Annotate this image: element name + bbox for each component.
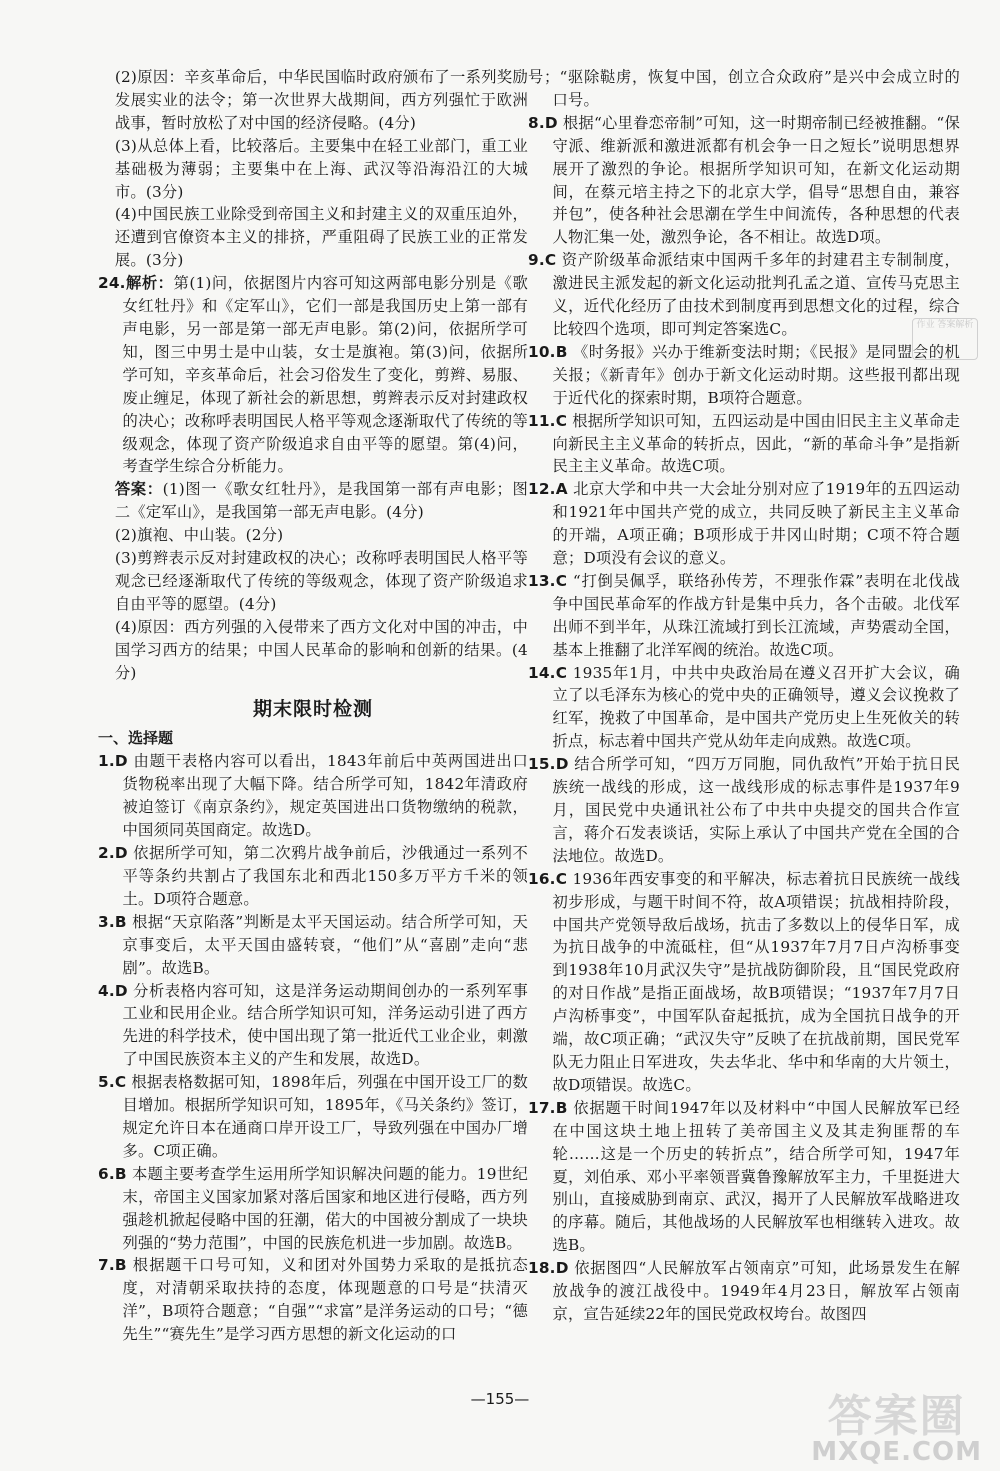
choice-answer-key: 10.B <box>528 342 568 361</box>
choice-answer-key: 12.A <box>528 480 568 499</box>
stamp-mark: 作业 答案解析 <box>912 318 978 360</box>
choice-answer-item <box>528 410 960 479</box>
choice-answer-key: 6.B <box>98 1164 127 1183</box>
choice-answer-explanation: 分析表格内容可知，这是洋务运动期间创办的一系列军事工业和民用企业。结合所学知识可知，洋务运动引进了西方先进的科学技术，使中国出现了第一批近代工业企业，刺激了中国民族资本主义的产生和发展，故选D。 <box>122 981 528 1069</box>
choice-answer-key: 17.B <box>528 1098 568 1117</box>
paragraph-text: (2)原因：辛亥革命后，中华民国临时政府颁布了一系列奖励发展实业的法令；第一次世界大战期间，西方列强忙于欧洲战事，暂时放松了对中国的经济侵略。(4分) <box>114 68 528 132</box>
paragraph-text: (1)图一《歌女红牡丹》，是我国第一部有声电影；图二《定军山》，是我国第一部无声电影。(4分) <box>114 480 528 522</box>
subsection-title: 一、选择题 <box>98 729 174 748</box>
choice-answer-key: 8.D <box>528 113 558 132</box>
choice-answer-explanation: 根据“心里眷恋帝制”可知，这一时期帝制已经被推翻。“保守派、维新派和激进派都有机会争一日之短长”说明思想界展开了激烈的争论。根据所学知识可知，在新文化运动期间，在蔡元培主持之下的北京大学，倡导“思想自由，兼容并包”，使各种社会思潮在学生中间流传，各种思想的代表人物汇集一处，激烈争论，各不相让。故选D项。 <box>552 113 960 247</box>
choice-answer-key: 13.C <box>528 571 568 590</box>
left-column <box>98 66 528 1346</box>
choice-answer-item <box>528 753 960 868</box>
choice-answer-explanation: 资产阶级革命派结束中国两千多年的封建君主专制制度，激进民主派发起的新文化运动批判孔孟之道、宣传马克思主义，近代化经历了由技术到制度再到思想文化的过程，综合比较四个选项，即可判定答案选C。 <box>552 251 960 338</box>
choice-answer-key: 5.C <box>98 1073 127 1092</box>
choice-answer-explanation: 依据题干时间1947年以及材料中“中国人民解放军已经在中国这块土地上扭转了美帝国主义及其走狗匪帮的车轮……这是一个历史的转折点”，结合所学可知，1947年夏，刘伯承、邓小平率领晋冀鲁豫解放军主力，千里挺进大别山，直接威胁到南京、武汉，揭开了人民解放军战略进攻的序幕。随后，其他战场的人民解放军也相继转入进攻。故选B。 <box>552 1098 961 1255</box>
answer-paragraph <box>98 203 528 272</box>
choice-answer-item <box>528 478 960 570</box>
choice-answer-item <box>528 112 960 249</box>
choice-answer-item <box>528 1257 960 1326</box>
choice-answer-key: 1.D <box>98 752 128 771</box>
answer-paragraph <box>98 547 528 616</box>
choice-answer-key: 16.C <box>528 869 568 888</box>
choice-answer-key: 7.B <box>98 1256 127 1275</box>
choice-answer-item <box>528 1097 960 1257</box>
choice-answer-explanation: “打倒吴佩孚，联络孙传芳，不理张作霖”表明在北伐战争中国民革命军的作战方针是集中兵力，各个击破。北伐军出师不到半年，从珠江流域打到长江流域，声势震动全国，基本上推翻了北洋军阀的统治。故选C项。 <box>552 571 960 659</box>
choice-answer-explanation: 依据图四“人民解放军占领南京”可知，此场景发生在解放战争的渡江战役中。1949年4月23日，解放军占领南京，宣告延续22年的国民党政权垮台。故图四 <box>552 1259 960 1323</box>
choice-answer-item <box>528 341 960 410</box>
choice-answer-key: 18.D <box>528 1259 569 1278</box>
choice-answer-key: 3.B <box>98 912 127 931</box>
answer-paragraph <box>98 135 528 204</box>
watermark-bottom: MXQE.COM <box>811 1437 982 1467</box>
right-column <box>528 66 960 1326</box>
choice-answer-explanation: 《时务报》兴办于维新变法时期；《民报》是同盟会的机关报；《新青年》创办于新文化运动时期。这些报刊都出现于近代化的探索时期，B项符合题意。 <box>552 342 961 407</box>
choice-answer-explanation: 根据所学知识可知，五四运动是中国由旧民主主义革命走向新民主主义革命的转折点，因此，“新的革命斗争”是指新民主主义革命。故选C项。 <box>552 411 960 476</box>
answer-paragraph <box>98 478 528 524</box>
choice-answer-item <box>528 868 960 1097</box>
choice-answer-key: 15.D <box>528 755 569 774</box>
choice-answer-item <box>98 750 528 842</box>
choice-answer-key: 14.C <box>528 663 568 682</box>
answer-paragraph <box>98 66 528 135</box>
choice-answer-item <box>528 662 960 754</box>
section-title: 期末限时检测 <box>252 698 373 721</box>
page-number: —155— <box>470 1390 530 1408</box>
choice-answer-explanation: 根据“天京陷落”判断是太平天国运动。结合所学可知，天京事变后，太平天国由盛转衰，“他们”从“喜剧”走向“悲剧”。故选B。 <box>122 912 529 977</box>
answer-label: 答案： <box>114 480 163 499</box>
answer-paragraph <box>98 524 528 547</box>
choice-answer-key: 9.C <box>528 251 557 270</box>
choice-answer-item <box>98 911 528 980</box>
paragraph-text: (2)旗袍、中山装。(2分) <box>114 526 284 545</box>
choice-answer-explanation: 本题主要考查学生运用所学知识解决问题的能力。19世纪末，帝国主义国家加紧对落后国家和地区进行侵略，西方列强趁机掀起侵略中国的狂潮，偌大的中国被分割成了一块块列强的“势力范围”，中国的民族危机进一步加剧。故选B。 <box>122 1164 529 1252</box>
paragraph-text: (4)原因：西方列强的入侵带来了西方文化对中国的冲击，中国学习西方的结果；中国人民革命的影响和创新的结果。(4分) <box>114 617 528 682</box>
choice-answer-item <box>98 1254 528 1346</box>
continued-text: 号；“驱除鞑虏，恢复中国，创立合众政府”是兴中会成立时的口号。 <box>528 68 960 109</box>
answer-paragraph <box>98 616 528 685</box>
choice-answer-explanation: 结合所学可知，“四万万同胞，同仇敌忾”开始于抗日民族统一战线的形成，这一战线形成的标志事件是1937年9月，国民党中央通讯社公布了中共中央提交的国共合作宣言，蒋介石发表谈话，实际上承认了中国共产党在全国的合法地位。故选D。 <box>552 755 960 865</box>
question-number: 24. <box>98 274 126 293</box>
choice-answer-key: 11.C <box>528 411 568 430</box>
choice-answer-item <box>528 570 960 662</box>
watermark-top: 答案圈 <box>827 1391 966 1442</box>
choice-answer-explanation: 北京大学和中共一大会址分别对应了1919年的五四运动和1921年中国共产党的成立，共同反映了新民主主义革命的开端，A项正确；B项形成于井冈山时期；C项不符合题意；D项没有会议的意义。 <box>552 480 961 568</box>
choice-answer-explanation: 根据题干口号可知，义和团对外国势力采取的是抵抗态度，对清朝采取扶持的态度，体现题意的口号是“扶清灭洋”，B项符合题意；“自强”“求富”是洋务运动的口号；“德先生”“赛先生”是学习西方思想的新文化运动的口 <box>122 1256 528 1344</box>
choice-answer-explanation: 依据所学可知，第二次鸦片战争前后，沙俄通过一系列不平等条约共割占了我国东北和西北150多万平方千米的领土。D项符合题意。 <box>122 844 528 908</box>
choice-answer-item <box>528 249 960 341</box>
choice-answer-key: 2.D <box>98 844 128 863</box>
choice-answer-explanation: 1935年1月，中共中央政治局在遵义召开扩大会议，确立了以毛泽东为核心的党中央的正确领导，遵义会议挽救了红军，挽救了中国革命，是中国共产党历史上生死攸关的转折点，标志着中国共产党从幼年走向成熟。故选C项。 <box>552 663 960 751</box>
answer-label: 解析： <box>125 274 174 293</box>
watermark-logo <box>811 1391 982 1467</box>
paragraph-text: (3)剪辫表示反对封建政权的决心；改称呼表明国民人格平等观念已经逐渐取代了传统的等级观念，体现了资产阶级追求自由平等的愿望。(4分) <box>114 549 528 613</box>
choice-answer-item <box>98 1071 528 1163</box>
choice-answer-explanation: 由题干表格内容可以看出，1843年前后中英两国进出口货物税率出现了大幅下降。结合所学可知，1842年清政府被迫签订《南京条约》，规定英国进出口货物缴纳的税款，中国须同英国商定。故选D。 <box>122 752 529 840</box>
choice-answer-item <box>98 980 528 1072</box>
answer-paragraph <box>98 272 528 478</box>
choice-answer-explanation: 根据表格数据可知，1898年后，列强在中国开设工厂的数目增加。根据所学知识可知，1895年，《马关条约》签订，规定允许日本在通商口岸开设工厂，导致列强在中国办厂增多。C项正确。 <box>122 1073 528 1160</box>
choice-answer-item <box>98 1163 528 1255</box>
paragraph-text: (4)中国民族工业除受到帝国主义和封建主义的双重压迫外，还遭到官僚资本主义的排挤，严重阻碍了民族工业的正常发展。(3分) <box>114 205 528 270</box>
paragraph-text: (3)从总体上看，比较落后。主要集中在轻工业部门，重工业基础极为薄弱；主要集中在上海、武汉等沿海沿江的大城市。(3分) <box>114 136 528 201</box>
choice-answer-item <box>98 842 528 911</box>
choice-answer-explanation: 1936年西安事变的和平解决，标志着抗日民族统一战线初步形成，与题干时间不符，故A项错误；抗战相持阶段，中国共产党领导敌后战场，抗击了多数以上的侵华日军，成为抗日战争的中流砥柱，但“从1937年7月7日卢沟桥事变到1938年10月武汉失守”是抗战防御阶段，且“国民党政府的对日作战”是指正面战场，故B项错误；“1937年7月7日卢沟桥事变”，中国军队奋起抵抗，成为全国抗日战争的开端，故C项正确；“武汉失守”反映了在抗战前期，国民党军队无力阻止日军进攻，失去华北、华中和华南的大片领土，故D项错误。故选C。 <box>552 869 960 1094</box>
paragraph-text: 第(1)问，依据图片内容可知这两部电影分别是《歌女红牡丹》和《定军山》，它们一部是我国历史上第一部有声电影，另一部是第一部无声电影。第(2)问，依据所学可知，图三中男士是中山装，女士是旗袍。第(3)问，依据所学可知，辛亥革命后，社会习俗发生了变化，剪辫、易服、废止缠足，体现了新社会的新思想，剪辫表示反对封建政权的决心；改称呼表明国民人格平等观念逐渐取代了传统的等级观念，体现了资产阶级追求自由平等的愿望。第(4)问，考查学生综合分析能力。 <box>122 274 528 476</box>
choice-answer-key: 4.D <box>98 981 128 1000</box>
